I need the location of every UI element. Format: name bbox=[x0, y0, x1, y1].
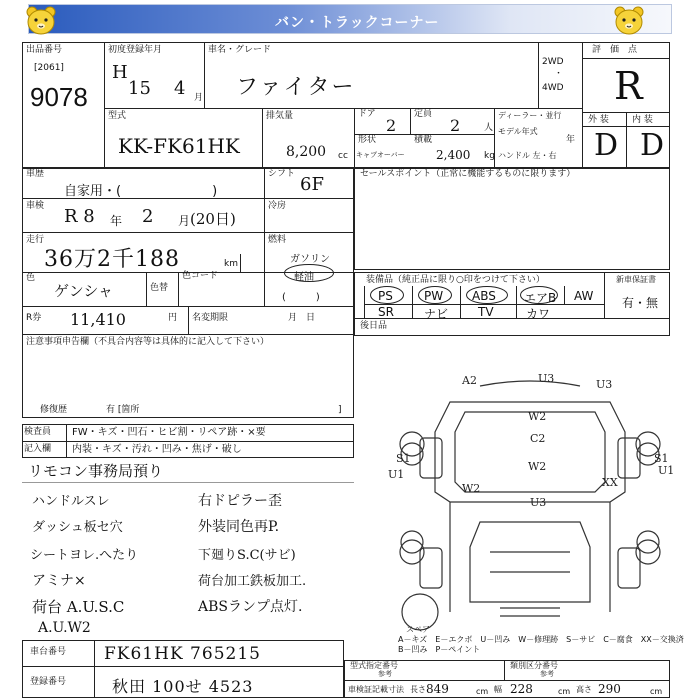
equip-aw: AW bbox=[574, 289, 594, 303]
mark-u3-mid: U3 bbox=[530, 496, 547, 509]
reg-label: 初度登録年月 bbox=[108, 45, 163, 55]
remark-left-6: A.U.W2 bbox=[38, 620, 91, 636]
equip-tv: TV bbox=[478, 305, 494, 319]
name-change-unit: 月 日 bbox=[288, 313, 316, 323]
lot-number: 9078 bbox=[30, 82, 88, 112]
mark-u1-right: U1 bbox=[658, 464, 675, 477]
length-value: 849 bbox=[426, 682, 449, 696]
remark-right-1: 右ドピラー歪 bbox=[198, 493, 282, 509]
remark-right-4: 荷台加工鉄板加工. bbox=[198, 574, 307, 589]
load-label: 積載 bbox=[414, 135, 433, 145]
score-value: R bbox=[614, 64, 643, 108]
mark-s1-left: S1 bbox=[396, 452, 411, 465]
color-label: 色 bbox=[26, 273, 36, 283]
equip-sr: SR bbox=[378, 305, 394, 319]
drive-dot: ・ bbox=[554, 69, 564, 79]
mark-w2-left: W2 bbox=[462, 482, 481, 495]
class-ref: 参考 bbox=[540, 670, 554, 678]
retrofit-label: 後日品 bbox=[360, 321, 388, 331]
mileage-label: 走行 bbox=[26, 235, 45, 245]
mark-xx: XX bbox=[602, 476, 618, 489]
name-label: 車名・グレード bbox=[208, 45, 272, 55]
repair-label: 修復歴 bbox=[40, 405, 68, 415]
legend-line1: A－キズ E－エクボ U－凹み W－修理跡 S－サビ C－腐食 XX－交換済 bbox=[398, 635, 684, 644]
bear-mascot-icon bbox=[24, 4, 58, 36]
equip-ps-circle bbox=[370, 286, 404, 304]
remark-left-4: アミナ× bbox=[32, 573, 86, 589]
mark-w2-front: W2 bbox=[528, 410, 547, 423]
disp-value: 8,200 bbox=[286, 144, 327, 160]
mileage-value: 36万2千188 bbox=[44, 247, 180, 272]
reg-number-label: 登録番号 bbox=[30, 677, 67, 687]
capacity-unit: 人 bbox=[484, 123, 494, 133]
repair-value: 有 [箇所 bbox=[106, 405, 140, 415]
lot-label: 出品番号 bbox=[26, 45, 63, 55]
capacity-value: 2 bbox=[450, 116, 461, 135]
mark-u1-left: U1 bbox=[388, 468, 405, 481]
shift-value: 6F bbox=[300, 174, 324, 195]
remark-left-5: 荷台 A.U.S.C bbox=[32, 598, 125, 616]
spare-label: スペア bbox=[406, 625, 430, 634]
handle-label: ハンドル 左・右 bbox=[498, 151, 557, 160]
inspector-row2-items: 内装・キズ・汚れ・凹み・焦げ・破し bbox=[72, 444, 242, 455]
color-num-label: 色替 bbox=[150, 283, 169, 293]
inspect-label: 車検 bbox=[26, 201, 45, 211]
inspector-row1-items: FW・キズ・凹石・ヒビ割・リペア跡・×要 bbox=[72, 427, 266, 438]
int-label: 内 装 bbox=[632, 115, 653, 125]
equip-abs-circle bbox=[466, 286, 508, 304]
remark-right-5: ABSランプ点灯. bbox=[198, 599, 303, 615]
length-label: 長さ bbox=[410, 685, 426, 694]
name-change-label: 名変期限 bbox=[192, 313, 229, 323]
fuel-paren: ( ) bbox=[282, 292, 320, 303]
model-year-label: モデル年式 bbox=[498, 127, 538, 136]
vehicle-damage-diagram bbox=[380, 372, 680, 634]
fuel-label: 燃料 bbox=[268, 235, 287, 245]
equip-pw-circle bbox=[418, 286, 452, 304]
disp-unit: cc bbox=[338, 151, 348, 161]
warranty-label: 新車保証書 bbox=[616, 275, 656, 284]
notes-label: 注意事項申告欄（不具合内容等は具体的に記入して下さい） bbox=[26, 337, 270, 347]
equipment-label: 装備品（純正品に限り○印をつけて下さい） bbox=[366, 275, 545, 285]
chassis-label: 車台番号 bbox=[30, 647, 67, 657]
mark-c2: C2 bbox=[530, 432, 546, 445]
height-unit: cm bbox=[650, 687, 663, 696]
recycle-label: R券 bbox=[26, 313, 42, 323]
mark-u3-front-right: U3 bbox=[596, 378, 613, 391]
remark-left-1: ハンドルスレ bbox=[32, 494, 110, 509]
model-value: KK-FK61HK bbox=[118, 134, 240, 158]
header-banner bbox=[28, 4, 672, 34]
ext-value: D bbox=[594, 128, 619, 163]
lot-small: [2061] bbox=[34, 63, 64, 73]
remark-right-3: 下廻りS.C(サビ) bbox=[198, 548, 296, 563]
equip-leather: カワ bbox=[526, 307, 551, 321]
doors-label: ドア bbox=[358, 109, 376, 119]
name-value: ファイター bbox=[236, 75, 356, 100]
drive-2wd: 2WD bbox=[542, 57, 564, 67]
repair-close: ] bbox=[338, 405, 342, 415]
selling-section bbox=[354, 168, 670, 270]
length-unit: cm bbox=[476, 687, 489, 696]
fuel-gasoline: ガソリン bbox=[290, 254, 330, 265]
selling-label: セールスポイント（正常に機能するものに限ります） bbox=[360, 169, 576, 179]
month-unit: 月 bbox=[194, 93, 204, 103]
reg-number-value: 秋田 100せ 4523 bbox=[112, 677, 254, 696]
width-unit: cm bbox=[558, 687, 571, 696]
mark-s1-right: S1 bbox=[654, 452, 669, 465]
class-label: 類別区分番号 bbox=[510, 661, 558, 670]
type-label: 型式指定番号 bbox=[350, 661, 398, 670]
equip-navi: ナビ bbox=[424, 307, 449, 321]
reg-era: H bbox=[112, 62, 128, 83]
history-value: 自家用・( ) bbox=[64, 184, 218, 199]
int-value: D bbox=[640, 128, 665, 163]
ac-label: 冷房 bbox=[268, 201, 287, 211]
mark-u3-front: U3 bbox=[538, 372, 555, 385]
year-unit: 年 bbox=[566, 135, 576, 145]
equip-ps: PS bbox=[378, 289, 393, 303]
chassis-value: FK61HK 765215 bbox=[104, 644, 261, 664]
remark-left-2: ダッシュ板セ穴 bbox=[32, 520, 123, 535]
model-label: 型式 bbox=[108, 111, 127, 121]
shift-label: シフト bbox=[268, 169, 296, 179]
equip-pw: PW bbox=[424, 289, 444, 303]
equip-abs: ABS bbox=[472, 289, 496, 303]
height-value: 290 bbox=[598, 682, 621, 696]
height-label: 高さ bbox=[576, 685, 592, 694]
type-ref: 参考 bbox=[378, 670, 392, 678]
damage-marks bbox=[388, 372, 674, 509]
width-label: 幅 bbox=[494, 685, 502, 694]
shape-value: キャブオーバー bbox=[356, 151, 405, 159]
remark-line1: リモコン事務局預り bbox=[28, 462, 164, 480]
inspector-row2-label: 記入欄 bbox=[24, 444, 52, 454]
inspector-row1-label: 検査員 bbox=[24, 427, 52, 437]
capacity-label: 定員 bbox=[414, 109, 433, 119]
color-code-label: 色コード bbox=[182, 271, 219, 281]
legend-line2: B－凹み P－ペイント bbox=[398, 645, 481, 654]
remark-right-2: 外装同色再P. bbox=[198, 519, 280, 535]
inspect-month: 2 bbox=[142, 206, 154, 227]
cert-label: 車検証記載寸法 bbox=[348, 685, 404, 694]
shape-label: 形状 bbox=[358, 135, 377, 145]
fuel-diesel-circle bbox=[284, 264, 334, 282]
ext-label: 外 装 bbox=[588, 115, 609, 125]
recycle-unit: 円 bbox=[168, 313, 178, 323]
width-value: 228 bbox=[510, 682, 533, 696]
disp-label: 排気量 bbox=[266, 111, 294, 121]
reg-month: 4 bbox=[174, 78, 186, 99]
page-title: バン・トラックコーナー bbox=[275, 15, 440, 31]
inspect-day: (20日) bbox=[190, 210, 236, 228]
mileage-unit: km bbox=[224, 259, 238, 269]
warranty-value: 有・無 bbox=[622, 296, 659, 310]
score-label: 評 価 点 bbox=[592, 45, 638, 55]
bear-mascot-icon bbox=[612, 4, 646, 36]
inspect-era: R 8 bbox=[64, 206, 95, 227]
fuel-diesel: 軽油 bbox=[294, 272, 314, 283]
load-unit: kg bbox=[484, 151, 495, 161]
equip-airbag: エアB bbox=[524, 291, 557, 305]
color-value: ゲンシャ bbox=[54, 282, 114, 300]
load-value: 2,400 bbox=[436, 148, 471, 162]
month-unit: 月 bbox=[178, 214, 191, 228]
equip-airbag-circle bbox=[520, 286, 558, 304]
doors-value: 2 bbox=[386, 116, 397, 135]
recycle-value: 11,410 bbox=[70, 310, 126, 329]
history-label: 車歴 bbox=[26, 169, 45, 179]
dealer-label: ディーラー・並行 bbox=[498, 111, 562, 120]
remark-left-3: シートヨレ.へたり bbox=[30, 548, 139, 563]
mark-w2-mid: W2 bbox=[528, 460, 547, 473]
reg-year: 15 bbox=[128, 78, 151, 99]
mark-a2: A2 bbox=[462, 374, 477, 387]
year-unit: 年 bbox=[110, 214, 123, 228]
drive-4wd: 4WD bbox=[542, 83, 564, 93]
